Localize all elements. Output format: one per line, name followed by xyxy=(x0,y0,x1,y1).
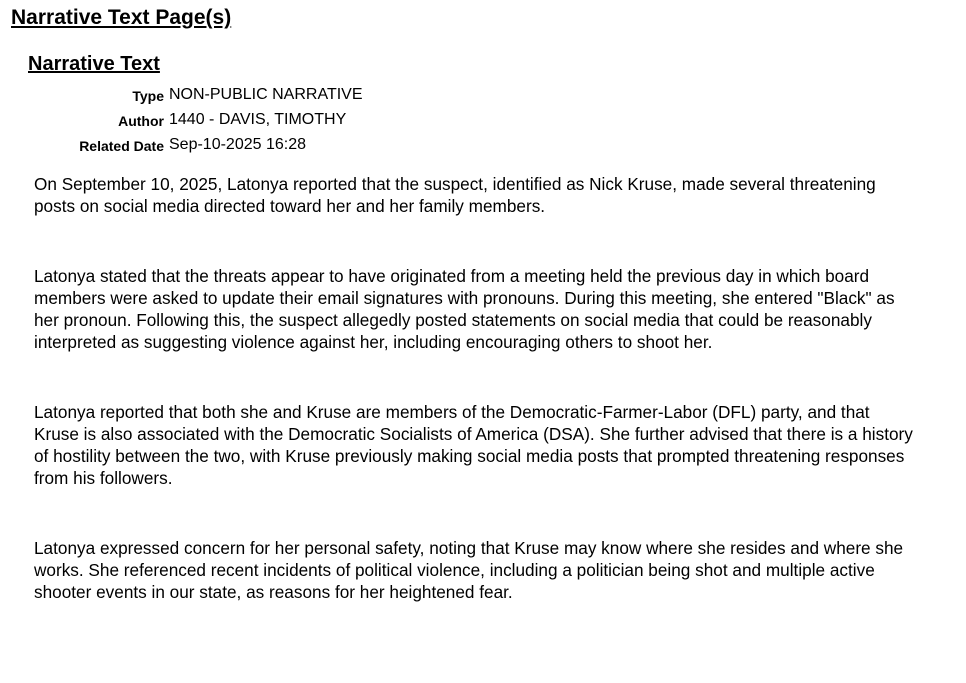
narrative-paragraph: Latonya reported that both she and Kruse are members of the Democratic-Farmer-Labor (DFL) party, and that Kruse is also associated with the Democratic Socialists of America (DSA). She further advised that there is a history of hostility between the two, with Kruse previously making social media posts that prompted threatening responses from his followers. xyxy=(34,402,913,488)
section-title: Narrative Text xyxy=(28,53,160,75)
type-value: NON-PUBLIC NARRATIVE xyxy=(169,86,363,103)
narrative-paragraph: Latonya expressed concern for her personal safety, noting that Kruse may know where she resides and where she works. She referenced recent incidents of political violence, including a politician being shot and multiple active shooter events in our state, as reasons for her heightened fear. xyxy=(34,538,904,602)
author-row xyxy=(0,109,600,134)
related-date-row xyxy=(0,134,600,159)
type-label: Type xyxy=(132,88,164,104)
narrative-paragraph: On September 10, 2025, Latonya reported that the suspect, identified as Nick Kruse, made several threatening posts on social media directed toward her and her family members. xyxy=(34,174,876,216)
related-date-label: Related Date xyxy=(79,138,164,154)
narrative-metadata xyxy=(0,84,600,159)
page-title: Narrative Text Page(s) xyxy=(11,6,232,29)
author-value: 1440 - DAVIS, TIMOTHY xyxy=(169,111,347,128)
related-date-value: Sep-10-2025 16:28 xyxy=(169,136,306,153)
narrative-paragraph: Latonya stated that the threats appear to have originated from a meeting held the previous day in which board members were asked to update their email signatures with pronouns. During this meeting, she entered "Black" as her pronoun. Following this, the suspect allegedly posted statements on social media that could be reasonably interpreted as suggesting violence against her, including encouraging others to shoot her. xyxy=(34,266,895,352)
narrative-body xyxy=(34,173,914,603)
type-row xyxy=(0,84,600,109)
author-label: Author xyxy=(118,113,164,129)
